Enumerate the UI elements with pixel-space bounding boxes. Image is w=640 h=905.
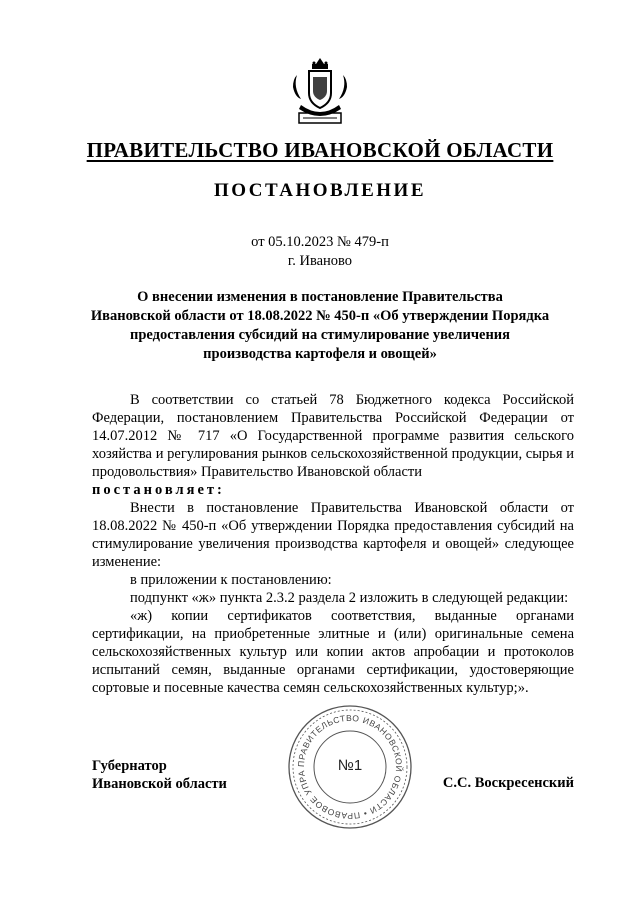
paragraph-appendix: в приложении к постановлению:	[130, 572, 332, 588]
paragraph-decree	[92, 481, 574, 499]
stamp-number: №1	[337, 757, 363, 774]
document-date-number: от 05.10.2023 № 479-п	[251, 234, 389, 250]
document-subject	[78, 288, 562, 364]
paragraph-preamble: В соответствии со статьей 78 Бюджетного кодекса Российской Федерации, постановлением Правительства Российской Федерации от 14.07.2012 № 717 «О Государственной программе развития сельского хозяйства и регулирования рынков сельскохозяйственной продукции, сырья и продовольствия» Правительство Ивановской области	[92, 392, 574, 480]
official-stamp	[286, 703, 414, 831]
coat-of-arms-icon	[291, 55, 349, 127]
paragraph-new-text: «ж) копии сертификатов соответствия, выданные органами сертификации, на приобретенные элитные и (или) оригинальные семена сельскохозяйственных культур или копии актов апробации и протоколов испытаний семян, выданные органами сертификации, удостоверяющие сортовые и посевные качества семян сельскохозяйственных культур;».	[92, 608, 574, 696]
subject-line: О внесении изменения в постановление Правительства	[137, 289, 503, 305]
signatory-name: С.С. Воскресенский	[442, 775, 574, 791]
position-line: Губернатор	[92, 758, 167, 774]
stamp-ring-text: ПРАВИТЕЛЬСТВО ИВАНОВСКОЙ ОБЛАСТИ • ПРАВОВОЕ УПРА	[295, 712, 405, 822]
paragraph-amendment: Внести в постановление Правительства Ивановской области от 18.08.2022 № 450-п «Об утверждении Порядка предоставления субсидий на стимулирование увеличения производства картофеля и овощей» следующее изменение:	[92, 500, 574, 570]
document-type: ПОСТАНОВЛЕНИЕ	[213, 180, 427, 201]
subject-line: предоставления субсидий на стимулирование увеличения	[129, 327, 510, 343]
subject-line: Ивановской области от 18.08.2022 № 450-п «Об утверждении Порядка	[90, 308, 550, 324]
government-title: ПРАВИТЕЛЬСТВО ИВАНОВСКОЙ ОБЛАСТИ	[86, 138, 554, 162]
signatory-position	[92, 757, 227, 793]
document-city: г. Иваново	[287, 253, 353, 269]
decree-word: постановляет:	[92, 482, 225, 498]
subject-line: производства картофеля и овощей»	[203, 346, 437, 362]
position-line: Ивановской области	[92, 776, 227, 792]
document-body	[92, 391, 574, 697]
paragraph-subclause: подпункт «ж» пункта 2.3.2 раздела 2 изложить в следующей редакции:	[130, 590, 569, 606]
